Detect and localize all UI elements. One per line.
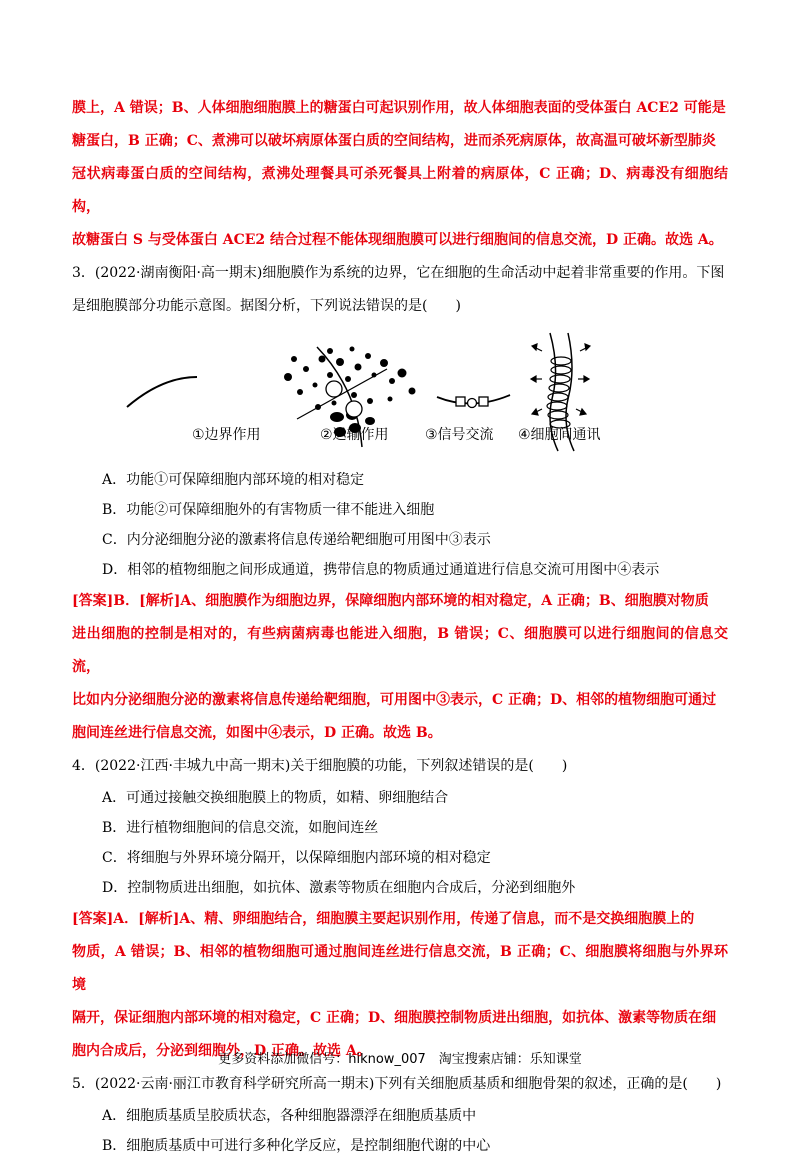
transport-channel: [346, 401, 362, 417]
figure-caption-2: ②运输作用: [320, 427, 389, 443]
option-a: A．细胞质基质呈胶质状态，各种细胞器漂浮在细胞质基质中: [102, 1108, 477, 1124]
option-a: A．可通过接触交换细胞膜上的物质，如精、卵细胞结合: [102, 790, 449, 806]
answer-line: 物质，A 错误；B、相邻的植物细胞可通过胞间连丝进行信息交流，B 正确；C、细胞膜将细胞与外界环境: [72, 944, 728, 993]
answer-line: 膜上，A 错误；B、人体细胞细胞膜上的糖蛋白可起识别作用，故人体细胞表面的受体蛋白 ACE2 可能是: [72, 100, 726, 116]
answer-line: 胞内合成后，分泌到细胞外，D 正确。故选 A。: [72, 1043, 371, 1059]
previous-answer-block: [72, 92, 728, 257]
answer-line: 比如内分泌细胞分泌的激素将信息传递给靶细胞，可用图中③表示，C 正确；D、相邻的植物细胞可通过: [72, 692, 717, 708]
question-4: [72, 750, 728, 1068]
signal-molecule: [468, 399, 477, 408]
question-stem: 是细胞膜部分功能示意图。据图分析，下列说法错误的是( ): [72, 298, 461, 314]
channel-stack: [547, 357, 571, 428]
page-content: [72, 92, 728, 1161]
signal-receptor: [456, 397, 465, 406]
question-stem: 4．(2022·江西·丰城九中高一期末)关于细胞膜的功能，下列叙述错误的是( ): [72, 758, 568, 774]
answer-line: 冠状病毒蛋白质的空间结构，煮沸处理餐具可杀死餐具上附着的病原体，C 正确；D、病毒没有细胞结构，: [72, 166, 728, 215]
signal-receptor: [479, 397, 488, 406]
option-c: C．内分泌细胞分泌的激素将信息传递给靶细胞可用图中③表示: [102, 532, 491, 548]
answer-line: 故糖蛋白 S 与受体蛋白 ACE2 结合过程不能体现细胞膜可以进行细胞间的信息交流，D 正确。故选 A。: [72, 232, 723, 248]
question-5: [72, 1068, 728, 1161]
option-b: B．功能②可保障细胞外的有害物质一律不能进入细胞: [102, 502, 435, 518]
answer-line: 隔开，保证细胞内部环境的相对稳定，C 正确；D、细胞膜控制物质进出细胞，如抗体、激素等物质在细: [72, 1010, 717, 1026]
answer-line: [答案]B．[解析]A、细胞膜作为细胞边界，保障细胞内部环境的相对稳定，A 正确；B、细胞膜对物质: [72, 593, 709, 609]
figure-caption-4: ④细胞间通讯: [518, 427, 601, 443]
transport-line: [297, 369, 387, 419]
answer-line: 进出细胞的控制是相对的，有些病菌病毒也能进入细胞，B 错误；C、细胞膜可以进行细胞间的信息交流，: [72, 626, 728, 675]
question-3: [72, 257, 728, 750]
option-a: A．功能①可保障细胞内部环境的相对稳定: [102, 472, 365, 488]
option-d: D．相邻的植物细胞之间形成通道，携带信息的物质通过通道进行信息交流可用图中④表示: [102, 562, 660, 578]
option-c: C．将细胞与外界环境分隔开，以保障细胞内部环境的相对稳定: [102, 850, 491, 866]
figure-caption-3: ③信号交流: [425, 427, 494, 443]
membrane-diagram: [72, 329, 728, 461]
answer-line: 胞间连丝进行信息交流，如图中④表示，D 正确。故选 B。: [72, 725, 442, 741]
signal-arrows: [531, 344, 590, 415]
answer-line: 糖蛋白，B 正确；C、煮沸可以破坏病原体蛋白质的空间结构，进而杀死病原体，故高温可破坏新型肺炎: [72, 133, 716, 149]
answer-block: [72, 903, 728, 1068]
figure-caption-1: ①边界作用: [192, 427, 261, 443]
cell-membrane-function-figure: [72, 329, 728, 461]
answer-line: [答案]A．[解析]A、精、卵细胞结合，细胞膜主要起识别作用，传递了信息，而不是交换细胞膜上的: [72, 911, 695, 927]
question-stem: 3．(2022·湖南衡阳·高一期末)细胞膜作为系统的边界，它在细胞的生命活动中起着非常重要的作用。下图: [72, 265, 725, 281]
question-stem: 5．(2022·云南·丽江市教育科学研究所高一期末)下列有关细胞质基质和细胞骨架的叙述，正确的是( ): [72, 1076, 722, 1092]
boundary-arc: [127, 377, 197, 407]
transport-channel: [326, 381, 342, 397]
option-d: D．控制物质进出细胞，如抗体、激素等物质在细胞内合成后，分泌到细胞外: [102, 880, 576, 896]
page-footer: 更多资料添加微信号：hiknow_007 淘宝搜索店铺：乐知课堂: [218, 1052, 582, 1067]
option-b: B．进行植物细胞间的信息交流，如胞间连丝: [102, 820, 379, 836]
answer-block: [72, 585, 728, 750]
option-b: B．细胞质基质中可进行多种化学反应，是控制细胞代谢的中心: [102, 1138, 491, 1154]
